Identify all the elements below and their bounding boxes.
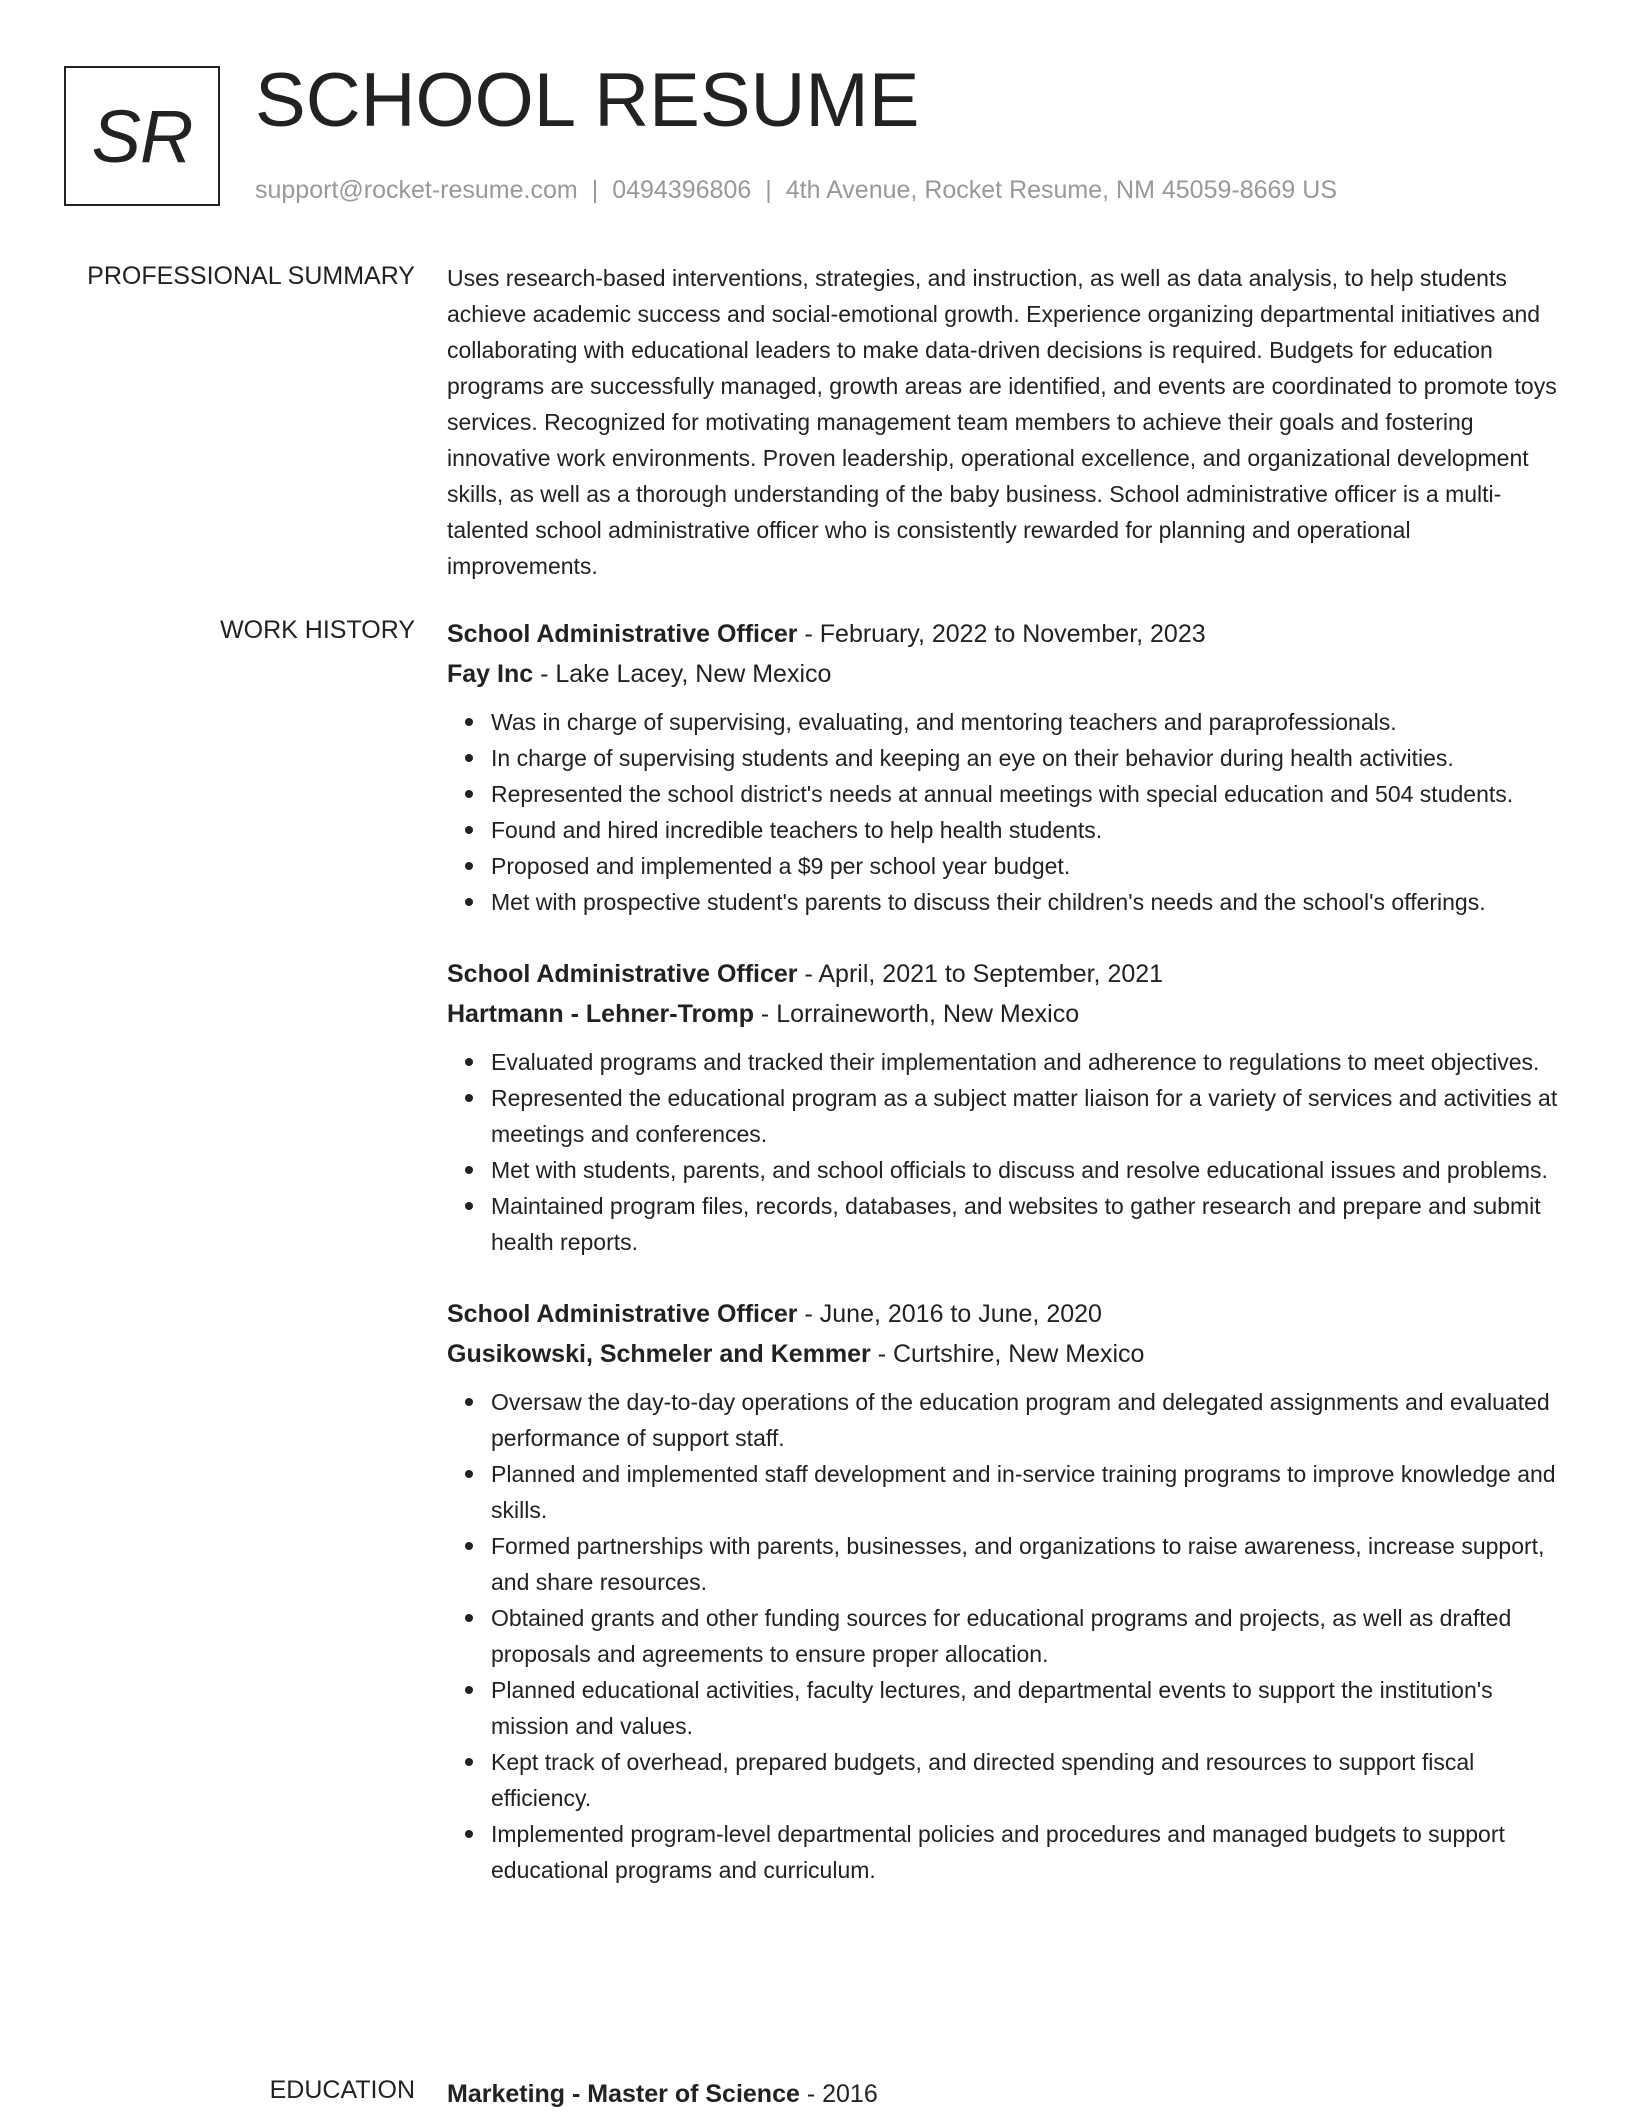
monogram-logo: SR — [64, 66, 220, 206]
job-title-line — [447, 1294, 1567, 1334]
section-label-education: EDUCATION — [269, 2076, 415, 2104]
job-bullet: Was in charge of supervising, evaluating, and mentoring teachers and paraprofessionals. — [491, 704, 1567, 740]
job-location: - Lorraineworth, New Mexico — [753, 1000, 1080, 1028]
job-bullet: Maintained program files, records, databases, and websites to gather research and prepare and submit health reports. — [491, 1188, 1567, 1260]
job-title-line — [447, 954, 1567, 994]
job-company: Gusikowski, Schmeler and Kemmer — [447, 1340, 871, 1368]
job-title: School Administrative Officer — [447, 620, 798, 648]
job-title-line — [447, 614, 1567, 654]
contact-email: support@rocket-resume.com — [255, 176, 578, 204]
job-bullet: Kept track of overhead, prepared budgets, and directed spending and resources to support fiscal efficiency. — [491, 1744, 1567, 1816]
job-entry — [447, 954, 1567, 1260]
job-bullet: Oversaw the day-to-day operations of the education program and delegated assignments and evaluated performance of support staff. — [491, 1384, 1567, 1456]
job-title: School Administrative Officer — [447, 1300, 798, 1328]
job-bullet: Represented the school district's needs at annual meetings with special education and 504 students. — [491, 776, 1567, 812]
job-bullet: Evaluated programs and tracked their implementation and adherence to regulations to meet objectives. — [491, 1044, 1567, 1080]
job-bullet: Planned and implemented staff development and in-service training programs to improve knowledge and skills. — [491, 1456, 1567, 1528]
job-bullet: Represented the educational program as a subject matter liaison for a variety of services and activities at meetings and conferences. — [491, 1080, 1567, 1152]
job-location: - Lake Lacey, New Mexico — [533, 660, 832, 688]
contact-address: 4th Avenue, Rocket Resume, NM 45059-8669 US — [785, 176, 1338, 204]
summary-body — [447, 260, 1567, 584]
job-company: Hartmann - Lehner-Tromp — [447, 1000, 754, 1028]
contact-line — [255, 174, 1337, 206]
job-dates: - June, 2016 to June, 2020 — [797, 1300, 1102, 1328]
page-title: SCHOOL RESUME — [255, 58, 920, 143]
job-entry — [447, 1294, 1567, 1888]
job-bullet: Implemented program-level departmental policies and procedures and managed budgets to support educational programs and curriculum. — [491, 1816, 1567, 1888]
work-history-body — [447, 614, 1567, 1888]
job-bullet: Met with prospective student's parents to discuss their children's needs and the school's offerings. — [491, 884, 1567, 920]
job-dates: - February, 2022 to November, 2023 — [797, 620, 1206, 648]
job-dates: - April, 2021 to September, 2021 — [797, 960, 1164, 988]
contact-phone: 0494396806 — [612, 176, 752, 204]
job-bullet: Formed partnerships with parents, businesses, and organizations to raise awareness, increase support, and share resources. — [491, 1528, 1567, 1600]
section-label-work-history: WORK HISTORY — [220, 616, 415, 644]
job-entry — [447, 614, 1567, 920]
job-bullet: Obtained grants and other funding sources for educational programs and projects, as well as drafted proposals and agreements to ensure proper allocation. — [491, 1600, 1567, 1672]
section-label-summary: PROFESSIONAL SUMMARY — [87, 262, 415, 290]
education-year: - 2016 — [799, 2080, 878, 2108]
education-body — [447, 2074, 1567, 2114]
job-company-line — [447, 994, 1567, 1034]
job-bullet: In charge of supervising students and keeping an eye on their behavior during health activities. — [491, 740, 1567, 776]
education-line — [447, 2074, 1567, 2114]
job-title: School Administrative Officer — [447, 960, 798, 988]
job-bullet-list — [447, 1044, 1567, 1260]
job-company: Fay Inc — [447, 660, 534, 688]
job-company-line — [447, 654, 1567, 694]
contact-separator: | — [591, 176, 599, 204]
education-degree: Marketing - Master of Science — [447, 2080, 800, 2108]
job-bullet: Planned educational activities, faculty lectures, and departmental events to support the institution's mission and values. — [491, 1672, 1567, 1744]
job-bullet-list — [447, 704, 1567, 920]
job-location: - Curtshire, New Mexico — [870, 1340, 1145, 1368]
job-company-line — [447, 1334, 1567, 1374]
job-bullet: Proposed and implemented a $9 per school year budget. — [491, 848, 1567, 884]
job-bullet: Met with students, parents, and school officials to discuss and resolve educational issues and problems. — [491, 1152, 1567, 1188]
summary-text: Uses research-based interventions, strategies, and instruction, as well as data analysis, to help students achieve academic success and social-emotional growth. Experience organizing departmental initiatives and collaborating with educational leaders to make data-driven decisions is required. Budgets for education programs are successfully managed, growth areas are identified, and events are coordinated to promote toys services. Recognized for motivating management team members to achieve their goals and fostering innovative work environments. Proven leadership, operational excellence, and organizational development skills, as well as a thorough understanding of the baby business. School administrative officer is a multi-talented school administrative officer who is consistently rewarded for planning and operational improvements. — [447, 265, 1557, 579]
contact-separator: | — [765, 176, 772, 204]
job-bullet-list — [447, 1384, 1567, 1888]
job-bullet: Found and hired incredible teachers to help health students. — [491, 812, 1567, 848]
